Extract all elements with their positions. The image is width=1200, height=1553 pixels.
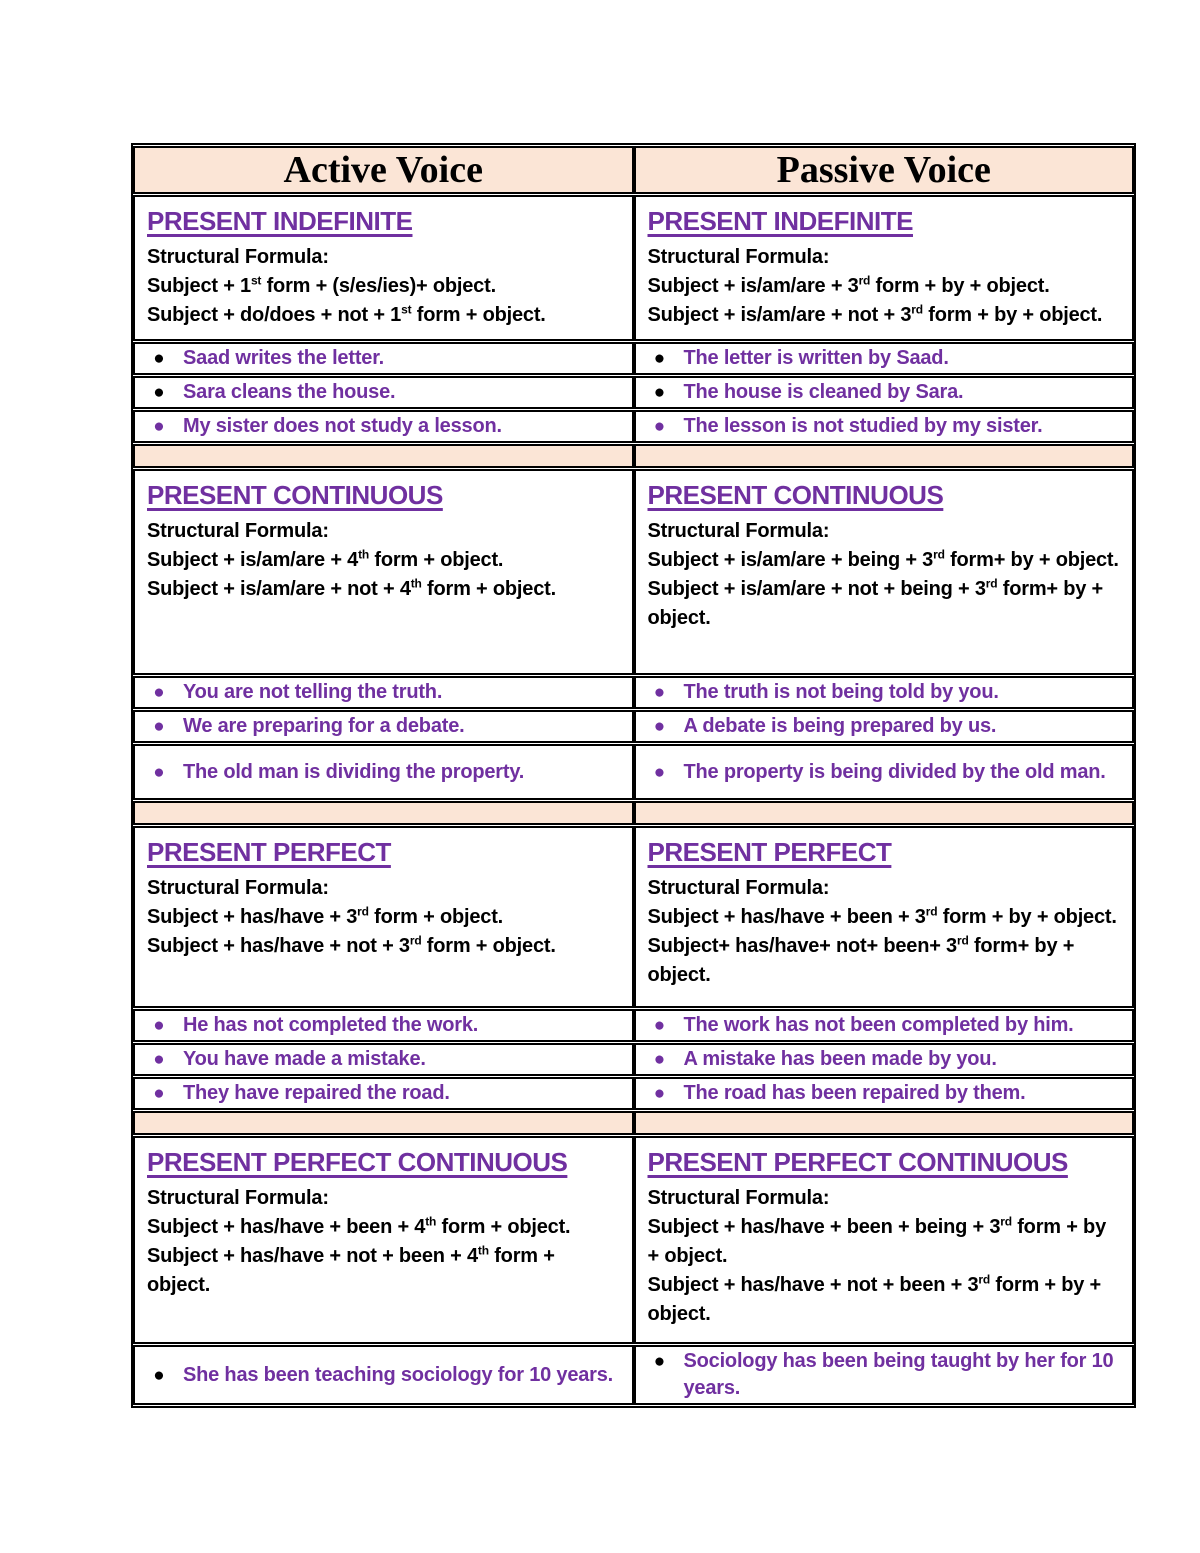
formula-label: Structural Formula:	[147, 246, 329, 268]
bullet-icon: ●	[653, 348, 666, 369]
active-example-text: You have made a mistake.	[183, 1048, 426, 1070]
bullet-icon: ●	[653, 682, 666, 703]
formula-line: Subject + is/am/are + being + 3rd form+ by + object.	[647, 547, 1119, 571]
example-row	[133, 1077, 1134, 1110]
section-title: PRESENT PERFECT	[647, 837, 892, 867]
formula-line: Subject + has/have + not + been + 3rd form + by + object.	[647, 1272, 1102, 1325]
example-row	[133, 410, 1134, 443]
active-example-text: Saad writes the letter.	[183, 347, 385, 369]
active-example-text: We are preparing for a debate.	[183, 715, 465, 737]
example-row	[133, 744, 1134, 800]
formula-line: Subject + is/am/are + not + 4th form + object.	[147, 576, 556, 600]
section-title: PRESENT INDEFINITE	[147, 206, 413, 236]
active-example-text: My sister does not study a lesson.	[183, 415, 502, 437]
active-formula-cell	[133, 469, 634, 675]
formula-label: Structural Formula:	[647, 246, 830, 268]
passive-example-text: A mistake has been made by you.	[683, 1048, 997, 1070]
formula-line: Subject+ has/have+ not+ been+ 3rd form+ by + object.	[647, 933, 1075, 986]
bullet-icon: ●	[153, 348, 165, 369]
bullet-icon: ●	[153, 1049, 165, 1070]
bullet-icon: ●	[153, 761, 165, 783]
voice-table	[131, 143, 1136, 1408]
passive-formula-cell	[634, 195, 1135, 341]
bullet-icon: ●	[153, 416, 165, 437]
separator-row	[133, 1111, 1134, 1135]
active-voice-header: Active Voice	[133, 146, 634, 194]
example-row	[133, 376, 1134, 409]
bullet-icon: ●	[153, 382, 165, 403]
section-formula-row	[133, 1136, 1134, 1344]
active-example-text: You are not telling the truth.	[183, 681, 443, 703]
bullet-icon: ●	[153, 1364, 165, 1386]
passive-example-text: The road has been repaired by them.	[683, 1082, 1026, 1104]
passive-example-text: The lesson is not studied by my sister.	[683, 415, 1043, 437]
example-row	[133, 1345, 1134, 1405]
passive-example-text: The property is being divided by the old man.	[683, 760, 1106, 783]
bullet-icon: ●	[653, 382, 666, 403]
bullet-icon: ●	[653, 1351, 666, 1372]
formula-line: Subject + is/am/are + 3rd form + by + object.	[647, 273, 1050, 297]
section-title: PRESENT CONTINUOUS	[147, 480, 443, 510]
example-row	[133, 676, 1134, 709]
section-title: PRESENT PERFECT CONTINUOUS	[647, 1147, 1068, 1177]
passive-voice-header: Passive Voice	[634, 146, 1135, 194]
active-formula-cell	[133, 195, 634, 341]
passive-example-text: Sociology has been being taught by her for 10 years.	[683, 1350, 1114, 1399]
bullet-icon: ●	[653, 716, 666, 737]
active-example-text: They have repaired the road.	[183, 1082, 450, 1104]
bullet-icon: ●	[653, 416, 666, 437]
bullet-icon: ●	[653, 1049, 666, 1070]
active-example-text: He has not completed the work.	[183, 1014, 479, 1036]
formula-label: Structural Formula:	[647, 877, 830, 899]
section-title: PRESENT CONTINUOUS	[647, 480, 944, 510]
passive-example-text: The house is cleaned by Sara.	[683, 381, 964, 403]
formula-line: Subject + 1st form + (s/es/ies)+ object.	[147, 273, 496, 297]
active-example-text: Sara cleans the house.	[183, 381, 396, 403]
table-header-row	[133, 146, 1134, 194]
formula-line: Subject + is/am/are + not + being + 3rd form+ by + object.	[647, 576, 1104, 629]
example-row	[133, 342, 1134, 375]
formula-label: Structural Formula:	[647, 1187, 830, 1209]
active-example-text: The old man is dividing the property.	[183, 760, 525, 783]
passive-example-text: The truth is not being told by you.	[683, 681, 999, 703]
bullet-icon: ●	[153, 716, 165, 737]
bullet-icon: ●	[153, 682, 165, 703]
example-row	[133, 1009, 1134, 1042]
bullet-icon: ●	[653, 761, 666, 783]
passive-formula-cell	[634, 826, 1135, 1008]
formula-line: Subject + has/have + been + 4th form + object.	[147, 1214, 571, 1238]
formula-label: Structural Formula:	[147, 877, 329, 899]
passive-formula-cell	[634, 1136, 1135, 1344]
bullet-icon: ●	[153, 1015, 165, 1036]
formula-label: Structural Formula:	[647, 520, 830, 542]
formula-line: Subject + has/have + been + being + 3rd form + by + object.	[647, 1214, 1106, 1267]
passive-example-text: A debate is being prepared by us.	[683, 715, 997, 737]
bullet-icon: ●	[653, 1083, 666, 1104]
separator-row	[133, 444, 1134, 468]
passive-formula-cell	[634, 469, 1135, 675]
formula-label: Structural Formula:	[147, 520, 329, 542]
formula-line: Subject + has/have + not + been + 4th form + object.	[147, 1243, 555, 1296]
separator-row	[133, 801, 1134, 825]
formula-label: Structural Formula:	[147, 1187, 329, 1209]
formula-line: Subject + has/have + not + 3rd form + object.	[147, 933, 556, 957]
formula-line: Subject + is/am/are + 4th form + object.	[147, 547, 504, 571]
formula-line: Subject + is/am/are + not + 3rd form + by + object.	[647, 302, 1103, 326]
active-formula-cell	[133, 826, 634, 1008]
example-row	[133, 1043, 1134, 1076]
formula-line: Subject + has/have + been + 3rd form + by + object.	[647, 904, 1117, 928]
passive-example-text: The letter is written by Saad.	[683, 347, 949, 369]
section-title: PRESENT PERFECT	[147, 837, 391, 867]
passive-example-text: The work has not been completed by him.	[683, 1014, 1074, 1036]
example-row	[133, 710, 1134, 743]
section-title: PRESENT PERFECT CONTINUOUS	[147, 1147, 568, 1177]
section-formula-row	[133, 195, 1134, 341]
section-formula-row	[133, 826, 1134, 1008]
section-title: PRESENT INDEFINITE	[647, 206, 913, 236]
section-formula-row	[133, 469, 1134, 675]
formula-line: Subject + has/have + 3rd form + object.	[147, 904, 504, 928]
formula-line: Subject + do/does + not + 1st form + object.	[147, 302, 546, 326]
active-example-text: She has been teaching sociology for 10 years.	[183, 1363, 614, 1386]
bullet-icon: ●	[153, 1083, 165, 1104]
active-formula-cell	[133, 1136, 634, 1344]
bullet-icon: ●	[653, 1015, 666, 1036]
